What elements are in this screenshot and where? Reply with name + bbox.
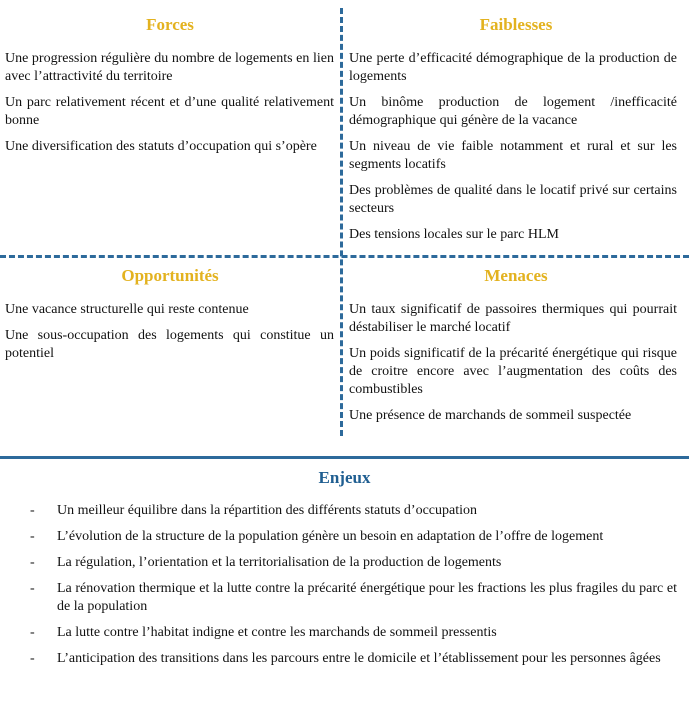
list-item-text: Un meilleur équilibre dans la répartition des différents statuts d’occupation (57, 503, 478, 518)
bullet-dash: - (30, 581, 35, 596)
list-item: Un parc relativement récent et d’une qualité relativement bonne (5, 95, 334, 128)
enjeux-section (0, 462, 689, 711)
list-item: Une présence de marchands de sommeil suspectée (349, 408, 632, 423)
list-item-text: L’évolution de la structure de la population génère un besoin en adaptation de l’offre de logement (57, 529, 604, 544)
menaces-list (343, 289, 689, 425)
quadrant-faiblesses (343, 0, 689, 255)
list-item: Des tensions locales sur le parc HLM (349, 227, 559, 242)
opportunites-title: Opportunités (121, 266, 219, 285)
list-item: Une progression régulière du nombre de logements en lien avec l’attractivité du territoire (5, 51, 334, 84)
list-item: Un poids significatif de la précarité énergétique qui risque de croitre encore avec l’augmentation des coûts des combustibles (349, 346, 677, 397)
quadrant-menaces (343, 258, 689, 434)
opportunites-list (0, 289, 340, 363)
list-item (30, 502, 677, 520)
faiblesses-list (343, 38, 689, 244)
list-item: Des problèmes de qualité dans le locatif privé sur certains secteurs (349, 183, 677, 216)
list-item: Une diversification des statuts d’occupation qui s’opère (5, 139, 317, 154)
quadrant-forces (0, 0, 340, 255)
bullet-dash: - (30, 555, 35, 570)
forces-title: Forces (146, 15, 194, 34)
list-item (30, 528, 677, 546)
list-item (30, 624, 677, 642)
list-item: Un niveau de vie faible notamment et rural et sur les segments locatifs (349, 139, 677, 172)
list-item-text: L’anticipation des transitions dans les parcours entre le domicile et l’établissement pour les personnes âgées (57, 651, 661, 666)
enjeux-title: Enjeux (318, 468, 371, 487)
menaces-title: Menaces (484, 266, 548, 285)
list-item (30, 650, 677, 668)
list-item: Une sous-occupation des logements qui constitue un potentiel (5, 328, 334, 361)
bullet-dash: - (30, 651, 35, 666)
list-item (30, 580, 677, 616)
list-item (30, 554, 677, 572)
forces-list (0, 38, 340, 156)
list-item-text: La lutte contre l’habitat indigne et contre les marchands de sommeil pressentis (57, 625, 497, 640)
faiblesses-title: Faiblesses (479, 15, 553, 34)
bullet-dash: - (30, 625, 35, 640)
list-item-text: La rénovation thermique et la lutte contre la précarité énergétique pour les fractions les plus fragiles du parc et de la population (57, 581, 677, 614)
enjeux-list (0, 490, 689, 668)
list-item: Un binôme production de logement /inefficacité démographique qui génère de la vacance (349, 95, 677, 128)
list-item: Un taux significatif de passoires thermiques qui pourrait déstabiliser le marché locatif (349, 302, 677, 335)
list-item: Une vacance structurelle qui reste contenue (5, 302, 249, 317)
enjeux-separator (0, 456, 689, 459)
bullet-dash: - (30, 503, 35, 518)
list-item-text: La régulation, l’orientation et la territorialisation de la production de logements (57, 555, 502, 570)
quadrant-opportunites (0, 258, 340, 434)
list-item: Une perte d’efficacité démographique de la production de logements (349, 51, 677, 84)
bullet-dash: - (30, 529, 35, 544)
